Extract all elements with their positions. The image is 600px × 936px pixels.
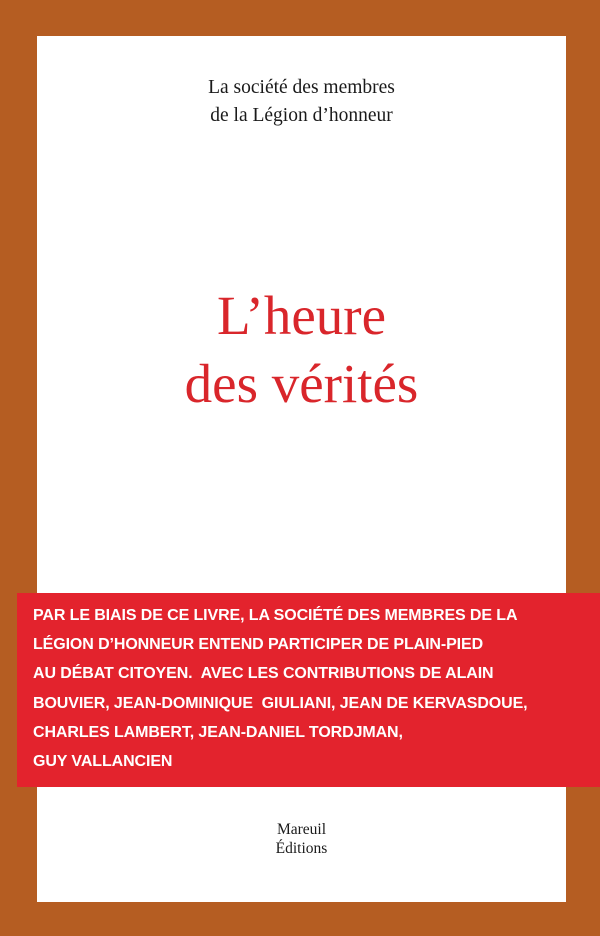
banner-line: PAR LE BIAIS DE CE LIVRE, LA SOCIÉTÉ DES MEMBRES DE LA [33, 607, 518, 624]
summary-banner [17, 593, 600, 787]
publisher-line: Éditions [275, 840, 328, 857]
society-name [37, 74, 566, 130]
publisher-line: Mareuil [276, 821, 327, 838]
banner-line: LÉGION D’HONNEUR ENTEND PARTICIPER DE PLAIN-PIED [33, 636, 484, 654]
book-title [37, 282, 566, 418]
society-line: de la Légion d’honneur [210, 105, 393, 126]
banner-text [33, 601, 593, 776]
banner-line: BOUVIER, JEAN-DOMINIQUE GIULIANI, JEAN DE KERVASDOUE, [33, 694, 528, 712]
publisher-name [37, 820, 566, 858]
banner-line: GUY VALLANCIEN [33, 753, 173, 771]
title-line: des vérités [184, 353, 419, 414]
society-line: La société des membres [208, 77, 395, 98]
banner-line: AU DÉBAT CITOYEN. AVEC LES CONTRIBUTIONS DE ALAIN [33, 665, 494, 683]
title-line: L’heure [216, 285, 386, 346]
banner-line: CHARLES LAMBERT, JEAN-DANIEL TORDJMAN, [33, 723, 403, 741]
